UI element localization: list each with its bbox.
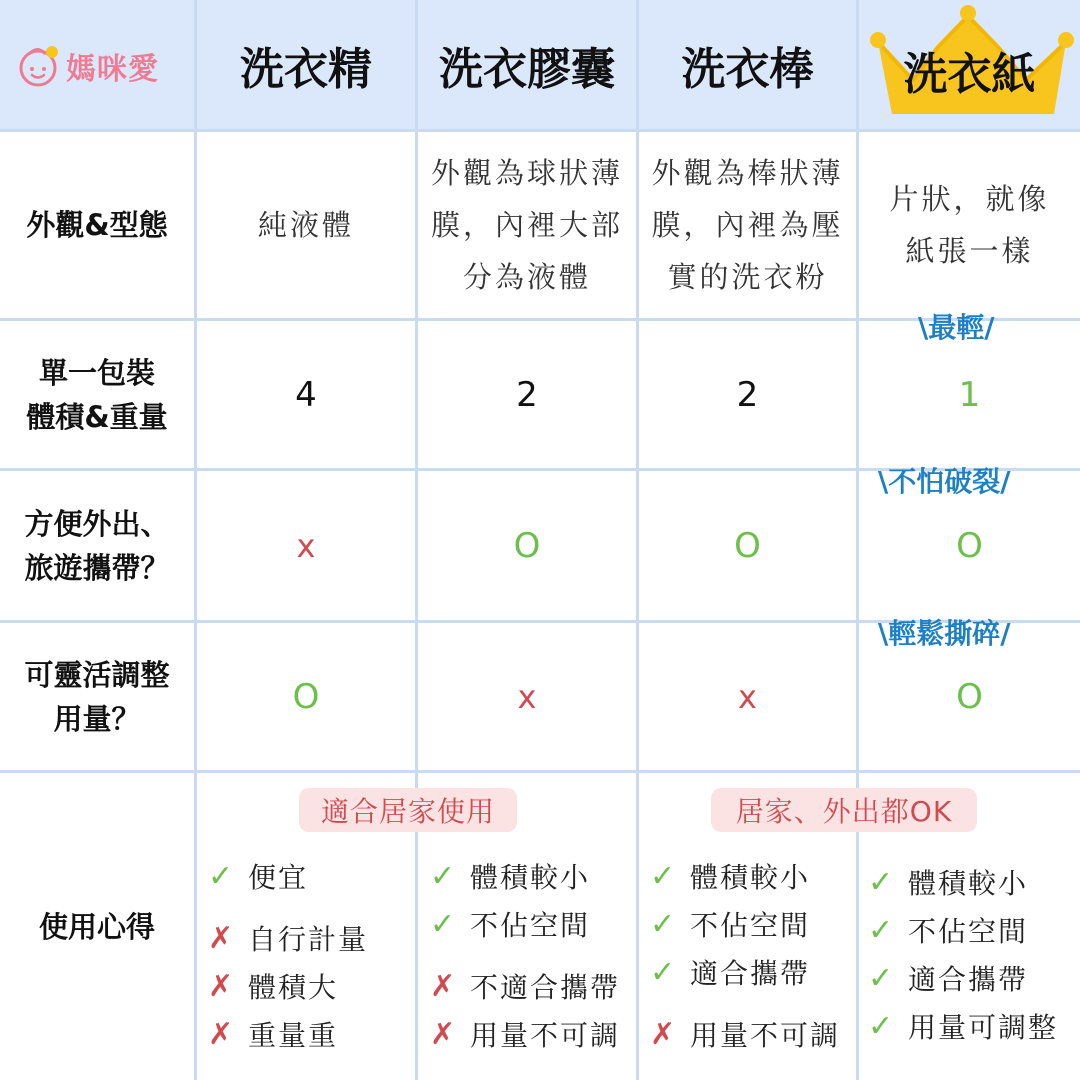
cross-icon: ✗ <box>208 1016 236 1052</box>
list-item <box>868 1002 1058 1050</box>
column-header-paper: 洗衣紙 <box>903 49 1036 100</box>
portable-stick: O <box>734 525 761 566</box>
row-header-adjustable <box>0 623 194 770</box>
list-item-text: 體積較小 <box>690 861 811 894</box>
check-icon: ✓ <box>650 906 678 942</box>
check-icon: ✓ <box>650 858 678 894</box>
list-item-text: 適合攜帶 <box>908 963 1029 996</box>
check-icon: ✓ <box>868 1008 896 1044</box>
row-header-line: 方便外出、 <box>24 506 170 541</box>
cross-icon: ✗ <box>430 1016 458 1052</box>
check-icon: ✓ <box>430 906 458 942</box>
list-item <box>430 852 620 900</box>
check-icon: ✓ <box>868 960 896 996</box>
list-item-text: 自行計量 <box>248 923 369 956</box>
cell-line: 膜，內裡為壓 <box>651 208 844 242</box>
portable-capsule: O <box>513 525 541 566</box>
baby-face-logo-icon <box>16 43 62 89</box>
list-item <box>650 948 840 996</box>
list-item-text: 用量不可調 <box>470 1019 621 1052</box>
pill-home-and-outdoor: 居家、外出都OK <box>711 788 977 832</box>
row-header-portable <box>0 471 194 620</box>
pill-home-use: 適合居家使用 <box>299 788 517 832</box>
portable-paper: O <box>956 525 983 566</box>
brand-logo <box>16 40 159 92</box>
column-header-capsule: 洗衣膠囊 <box>439 44 615 95</box>
list-item <box>868 858 1058 906</box>
volume-detergent: 4 <box>295 374 317 415</box>
list-item <box>868 954 1058 1002</box>
cell-line: 純液體 <box>257 208 354 242</box>
list-item <box>430 900 620 948</box>
cross-icon: ✗ <box>208 920 236 956</box>
check-icon: ✓ <box>430 858 458 894</box>
column-header-stick: 洗衣棒 <box>681 44 814 95</box>
list-item <box>868 906 1058 954</box>
list-item-text: 用量可調整 <box>908 1011 1059 1044</box>
list-item-text: 體積較小 <box>908 867 1029 900</box>
list-item-text: 便宜 <box>248 861 309 894</box>
list-item-text: 不佔空間 <box>908 915 1029 948</box>
check-icon: ✓ <box>650 954 678 990</box>
row-header-line: 使用心得 <box>38 909 155 944</box>
tag-no-breaking: \不怕破裂/ <box>878 465 1011 498</box>
cell-line: 紙張一樣 <box>905 234 1034 268</box>
cell-line: 分為液體 <box>462 260 591 294</box>
cell-line: 外觀為球狀薄 <box>430 156 623 190</box>
experience-list-capsule <box>430 852 620 1058</box>
list-item <box>430 962 620 1010</box>
list-item-text: 體積較小 <box>470 861 591 894</box>
cross-icon: ✗ <box>208 968 236 1004</box>
row-header-line: 可靈活調整 <box>24 657 170 692</box>
cell-line: 外觀為棒狀薄 <box>651 156 844 190</box>
list-item-text: 體積大 <box>248 971 339 1004</box>
cross-icon: ✗ <box>650 1016 678 1052</box>
list-item-text: 適合攜帶 <box>690 957 811 990</box>
appearance-stick <box>639 132 856 318</box>
row-header-line: 用量？ <box>53 701 141 736</box>
list-item-text: 重量重 <box>248 1019 339 1052</box>
cell-line: 實的洗衣粉 <box>667 260 828 294</box>
portable-detergent: x <box>296 526 316 565</box>
list-item-text: 不適合攜帶 <box>470 971 621 1004</box>
list-item <box>208 852 368 900</box>
column-header-detergent: 洗衣精 <box>240 44 372 95</box>
volume-capsule: 2 <box>516 374 538 415</box>
row-header-appearance <box>0 132 194 318</box>
row-header-line: 單一包裝 <box>38 355 155 390</box>
row-header-volume <box>0 321 194 468</box>
adjustable-capsule: x <box>517 677 537 716</box>
appearance-paper <box>859 132 1080 318</box>
adjustable-paper: O <box>956 676 983 717</box>
volume-stick: 2 <box>736 374 759 415</box>
list-item <box>650 852 840 900</box>
cross-icon: ✗ <box>430 968 458 1004</box>
row-header-experience <box>0 773 194 1080</box>
tag-lightest: \最輕/ <box>918 311 995 344</box>
check-icon: ✓ <box>868 912 896 948</box>
adjustable-stick: x <box>738 677 757 716</box>
list-item <box>650 900 840 948</box>
row-header-line: 體積&重量 <box>26 399 168 434</box>
list-item-text: 不佔空間 <box>690 909 811 942</box>
list-item <box>208 914 368 962</box>
list-item <box>208 1010 368 1058</box>
appearance-capsule <box>418 132 636 318</box>
brand-name: 媽咪愛 <box>66 52 159 87</box>
experience-list-detergent <box>208 852 368 1058</box>
adjustable-detergent: O <box>292 676 320 717</box>
experience-list-stick <box>650 852 840 1058</box>
list-item-text: 用量不可調 <box>690 1019 841 1052</box>
list-item-text: 不佔空間 <box>470 909 591 942</box>
row-header-line: 旅遊攜帶？ <box>24 550 170 585</box>
experience-list-paper <box>868 858 1058 1050</box>
list-item <box>650 1010 840 1058</box>
check-icon: ✓ <box>868 864 896 900</box>
tag-easy-tear: \輕鬆撕碎/ <box>878 617 1011 650</box>
list-item <box>208 962 368 1010</box>
cell-line: 膜，內裡大部 <box>430 208 623 242</box>
appearance-detergent <box>197 132 415 318</box>
volume-paper: 1 <box>958 374 981 415</box>
cell-line: 片狀，就像 <box>889 182 1050 216</box>
row-header-line: 外觀&型態 <box>26 208 168 242</box>
list-item <box>430 1010 620 1058</box>
check-icon: ✓ <box>208 858 236 894</box>
